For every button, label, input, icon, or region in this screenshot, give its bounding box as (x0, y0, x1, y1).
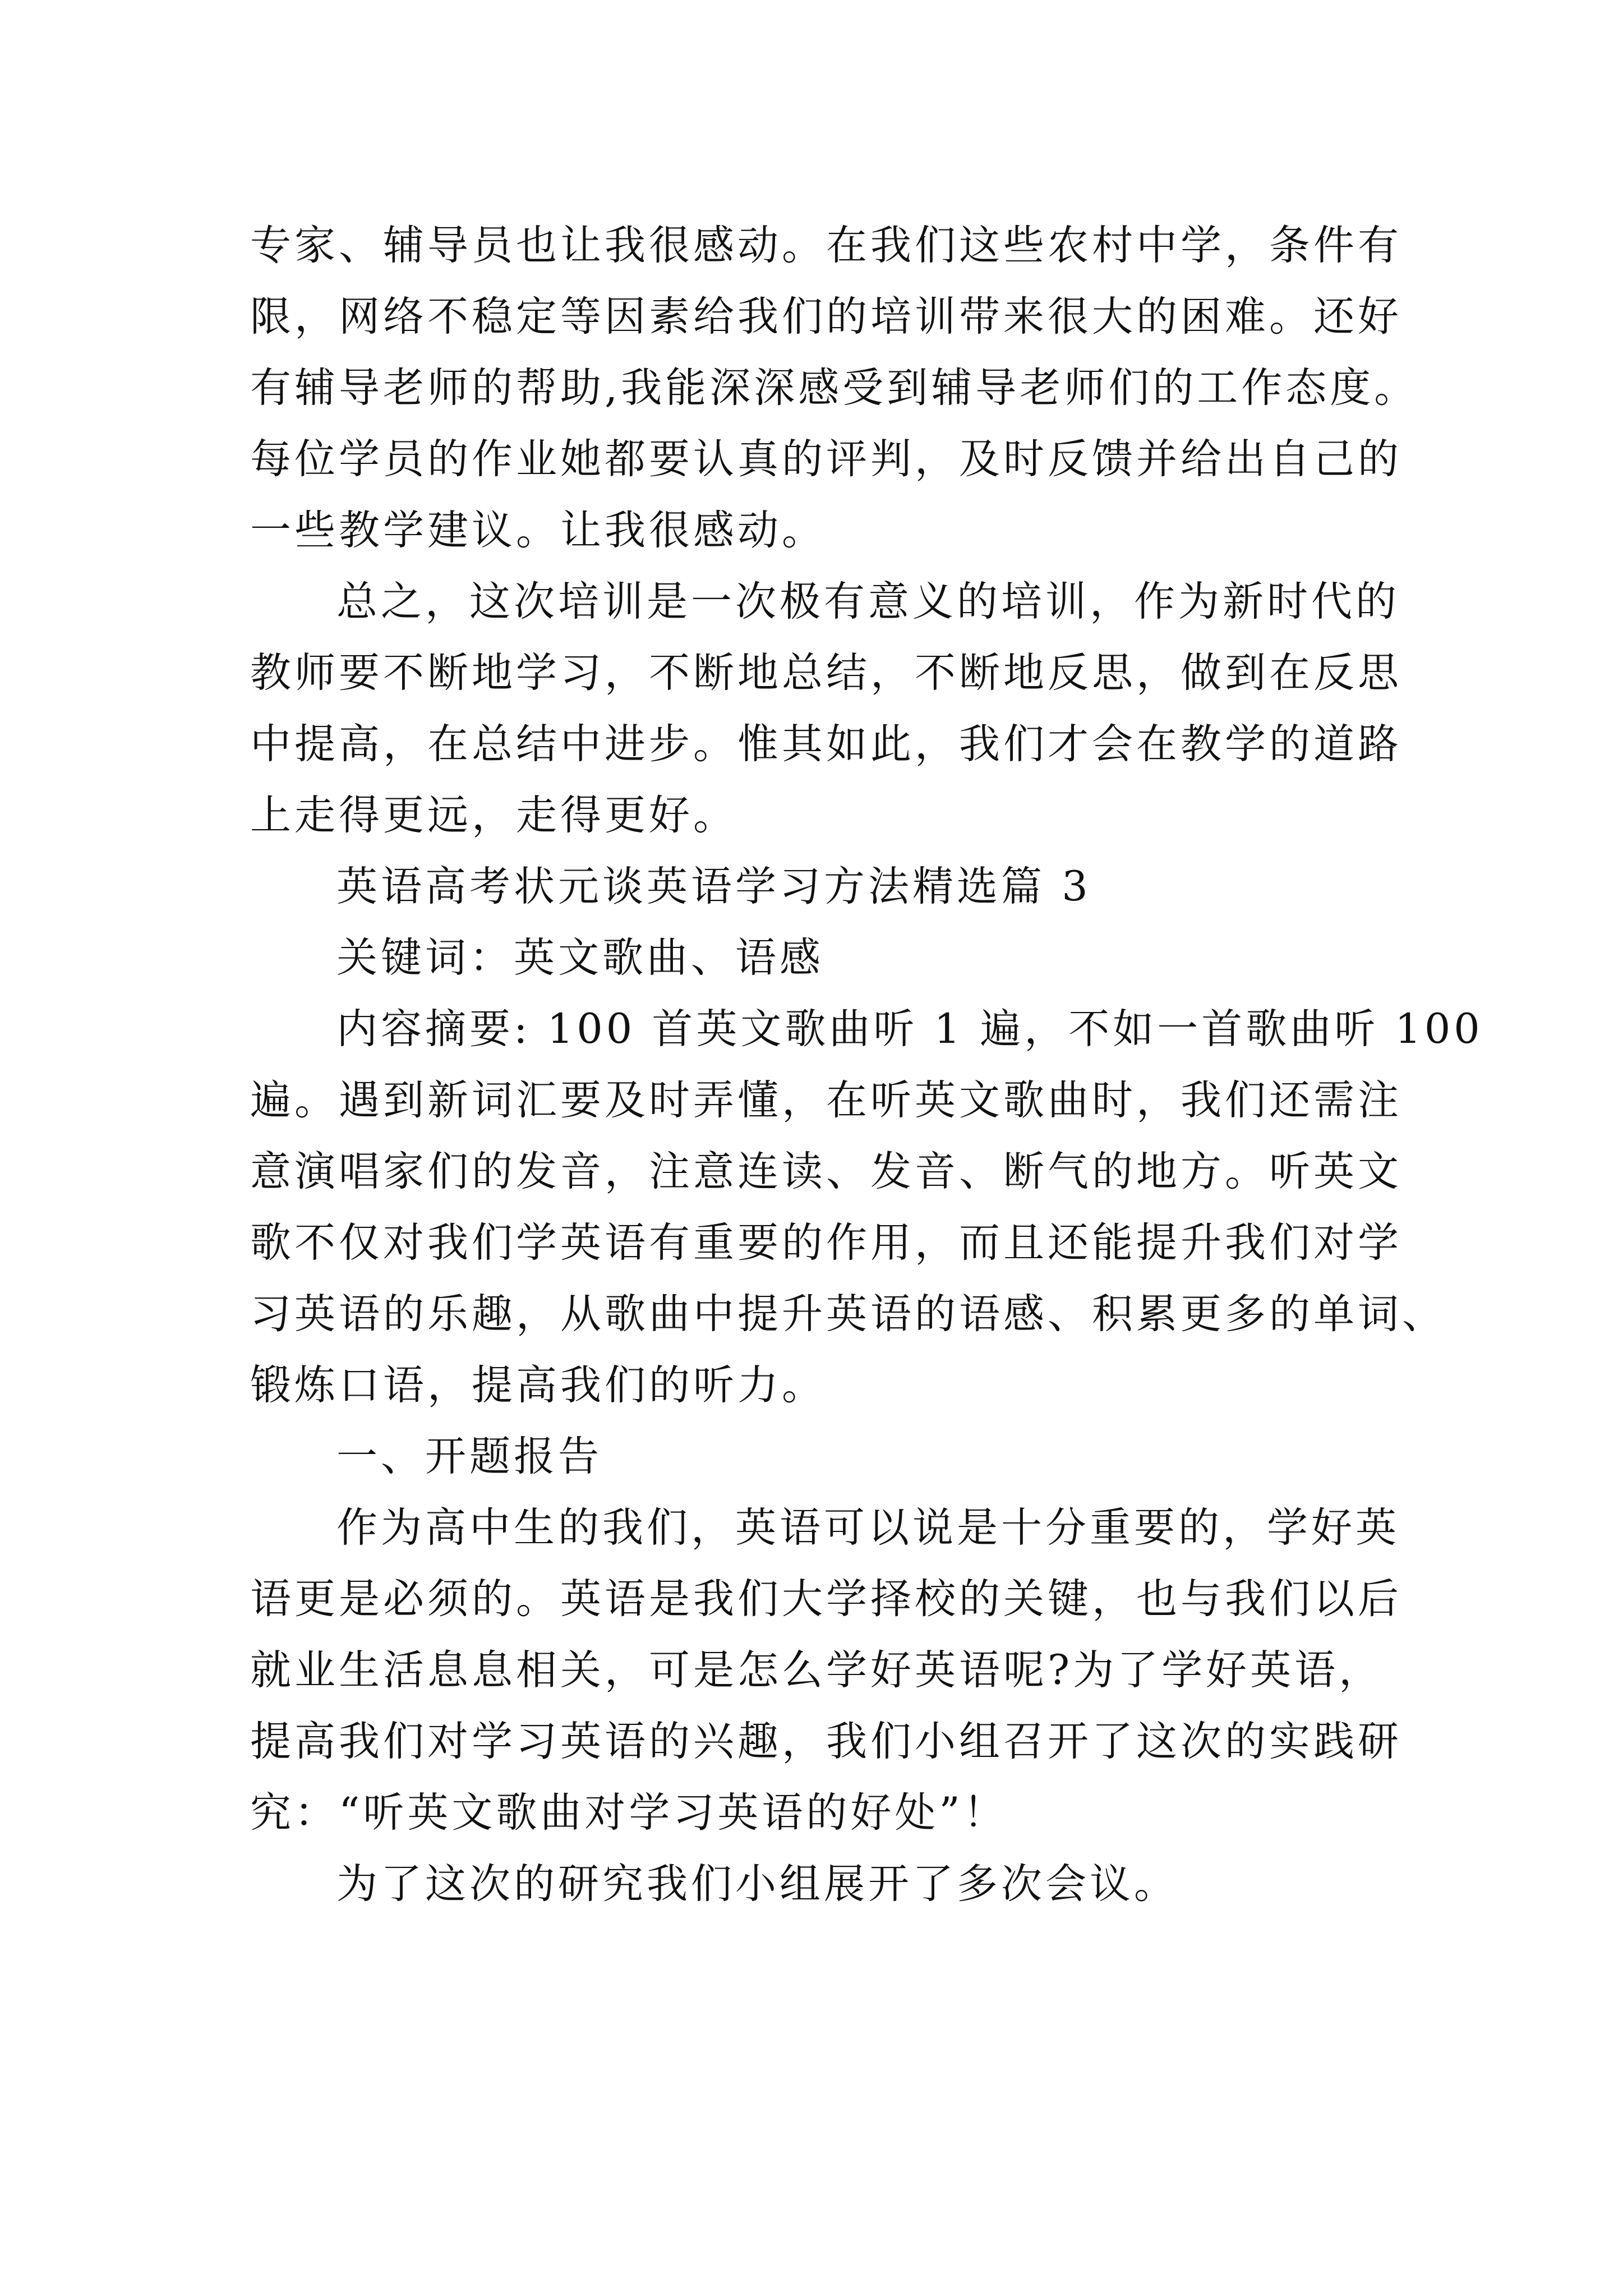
paragraph-start-line: 总之，这次培训是一次极有意义的培训，作为新时代的 (336, 578, 1400, 625)
text-line: 限，网络不稳定等因素给我们的培训带来很大的困难。还好 (250, 293, 1402, 341)
paragraph-start-line: 为了这次的研究我们小组展开了多次会议。 (336, 1860, 1178, 1908)
subsection-heading: 一、开题报告 (336, 1433, 602, 1480)
text-line: 有辅导老师的帮助,我能深深感受到辅导老师们的工作态度。 (250, 364, 1419, 412)
text-line: 提高我们对学习英语的兴趣，我们小组召开了这次的实践研 (250, 1718, 1402, 1765)
text-line: 歌不仅对我们学英语有重要的作用，而且还能提升我们对学 (250, 1219, 1402, 1267)
text-line: 专家、辅导员也让我很感动。在我们这些农村中学，条件有 (250, 222, 1402, 269)
document-body (250, 210, 1483, 1920)
text-line: 一些教学建议。让我很感动。 (250, 507, 826, 554)
text-line: 锻炼口语，提高我们的听力。 (250, 1361, 826, 1409)
abstract-start-line: 内容摘要: 100 首英文歌曲听 1 遍，不如一首歌曲听 100 (336, 1005, 1483, 1053)
text-line: 每位学员的作业她都要认真的评判，及时反馈并给出自己的 (250, 435, 1402, 483)
text-line: 意演唱家们的发音，注意连读、发音、断气的地方。听英文 (250, 1148, 1402, 1195)
text-line: 教师要不断地学习，不断地总结，不断地反思，做到在反思 (250, 649, 1402, 697)
text-line: 中提高，在总结中进步。惟其如此，我们才会在教学的道路 (250, 720, 1402, 768)
text-line: 习英语的乐趣，从歌曲中提升英语的语感、积累更多的单词、 (250, 1290, 1446, 1338)
text-line: 就业生活息息相关，可是怎么学好英语呢?为了学好英语， (250, 1646, 1384, 1694)
section-title: 英语高考状元谈英语学习方法精选篇 3 (336, 863, 1091, 910)
text-line: 究：“听英文歌曲对学习英语的好处”！ (250, 1789, 1008, 1837)
text-line: 上走得更远，走得更好。 (250, 792, 737, 839)
text-line: 语更是必须的。英语是我们大学择校的关键，也与我们以后 (250, 1575, 1402, 1623)
keywords-line: 关键词：英文歌曲、语感 (336, 934, 824, 982)
paragraph-start-line: 作为高中生的我们，英语可以说是十分重要的，学好英 (336, 1504, 1400, 1552)
text-line: 遍。遇到新词汇要及时弄懂，在听英文歌曲时，我们还需注 (250, 1076, 1402, 1124)
